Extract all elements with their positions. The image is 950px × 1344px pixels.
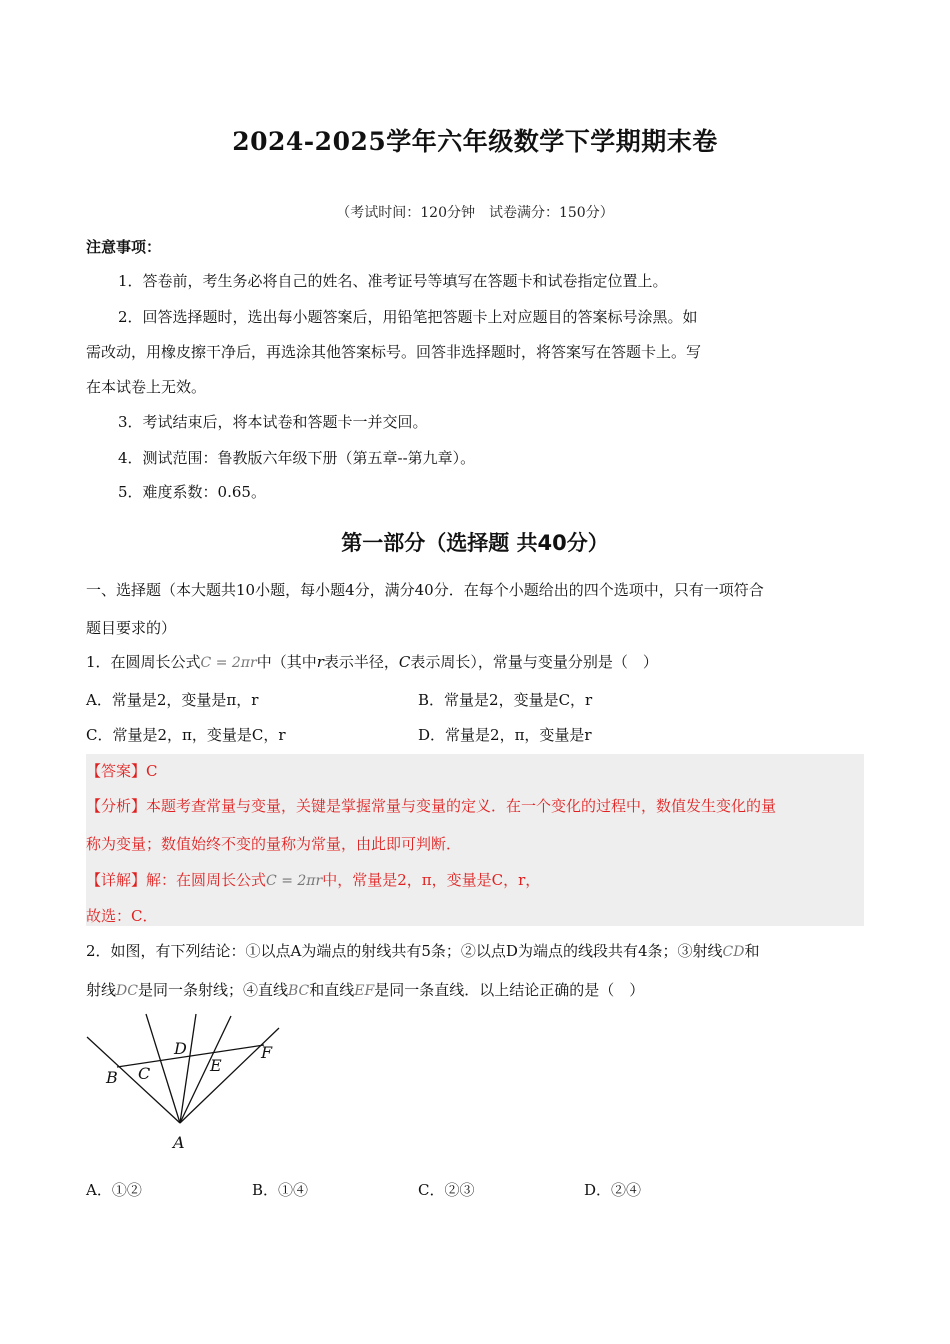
detail-label: 【详解】: [86, 871, 147, 889]
question-1-stem: [86, 652, 658, 673]
q2-stem-text: 是同一条射线；④直线: [137, 981, 288, 999]
detail-text: 解：在圆周长公式: [146, 871, 267, 889]
note-item: 1．答卷前，考生务必将自己的姓名、准考证号等填写在答题卡和试卷指定位置上。: [118, 272, 668, 290]
exam-info: （考试时间：120分钟 试卷满分：150分）: [336, 205, 614, 221]
answer-label: 【答案】: [86, 762, 147, 780]
q2-stem-text: 是同一条直线．以上结论正确的是（ ）: [374, 981, 645, 999]
section-instruction: 一、选择题（本大题共10小题，每小题4分，满分40分．在每个小题给出的四个选项中，只有一项符合: [86, 581, 764, 599]
q2-option-d[interactable]: D．②④: [584, 1181, 642, 1199]
point-label-d: D: [174, 1039, 187, 1058]
section-instruction: 题目要求的）: [86, 619, 177, 637]
q2-stem-text: 和直线: [309, 981, 355, 999]
note-item: 需改动，用橡皮擦干净后，再选涂其他答案标号。回答非选择题时，将答案写在答题卡上。写: [86, 343, 702, 361]
analysis-label: 【分析】: [86, 797, 147, 815]
q1-analysis-cont: 称为变量；数值始终不变的量称为常量，由此即可判断．: [86, 835, 462, 853]
analysis-text: 本题考查常量与变量，关键是掌握常量与变量的定义．在一个变化的过程中，数值发生变化的量: [146, 797, 777, 815]
note-item: 在本试卷上无效。: [86, 378, 207, 396]
point-label-e: E: [210, 1056, 222, 1075]
detail-formula: C = 2πr: [266, 873, 323, 889]
q1-stem-text: 表示周长），常量与变量分别是（ ）: [410, 653, 658, 671]
point-label-a: A: [173, 1133, 185, 1152]
q1-answer: [86, 761, 158, 781]
question-2-stem: [86, 941, 759, 962]
q1-var: C: [398, 653, 411, 671]
point-label-b: B: [106, 1068, 118, 1087]
q1-analysis: [86, 796, 776, 816]
note-item: 5．难度系数：0.65。: [118, 483, 266, 501]
q1-conclusion: 故选：C．: [86, 907, 158, 925]
page-title: 2024-2025学年六年级数学下学期期末卷: [232, 127, 718, 156]
q2-line: EF: [354, 983, 375, 999]
q2-stem-text: 2．如图，有下列结论：①以点A为端点的射线共有5条；②以点D为端点的线段共有4条；③射线: [86, 942, 723, 960]
q2-option-b[interactable]: B．①④: [252, 1181, 309, 1199]
q1-option-b[interactable]: B．常量是2，变量是C，r: [418, 691, 593, 709]
note-item: 3．考试结束后，将本试卷和答题卡一并交回。: [118, 413, 428, 431]
notes-heading: 注意事项：: [86, 238, 162, 256]
q2-stem-text: 射线: [86, 981, 117, 999]
note-item: 4．测试范围：鲁教版六年级下册（第五章--第九章）。: [118, 449, 476, 467]
q1-option-d[interactable]: D．常量是2，π，变量是r: [418, 726, 592, 744]
q1-stem-text: 表示半径，: [323, 653, 399, 671]
q1-formula: C = 2πr: [200, 655, 257, 671]
answer-value: C: [146, 762, 158, 780]
note-item: 2．回答选择题时，选出每小题答案后，用铅笔把答题卡上对应题目的答案标号涂黑。如: [118, 308, 698, 326]
question-2-stem-cont: [86, 980, 644, 1001]
detail-text: 中，常量是2，π，变量是C，r，: [322, 871, 541, 889]
q1-stem-text: 中（其中: [256, 653, 317, 671]
q1-var: r: [316, 653, 324, 671]
q2-ray: DC: [116, 983, 138, 999]
geometry-figure: [84, 1010, 284, 1155]
q1-option-c[interactable]: C．常量是2，π，变量是C，r: [86, 726, 286, 744]
q2-ray: CD: [722, 944, 745, 960]
point-label-c: C: [138, 1064, 151, 1083]
q1-stem-text: 1．在圆周长公式: [86, 653, 201, 671]
q2-option-a[interactable]: A．①②: [86, 1181, 142, 1199]
q2-line: BC: [287, 983, 310, 999]
q1-option-a[interactable]: A．常量是2，变量是π，r: [86, 691, 259, 709]
q2-option-c[interactable]: C．②③: [418, 1181, 475, 1199]
q1-detail: [86, 870, 540, 891]
section-heading: 第一部分（选择题 共40分）: [341, 531, 609, 555]
point-label-f: F: [261, 1043, 273, 1062]
q2-stem-text: 和: [744, 942, 760, 960]
